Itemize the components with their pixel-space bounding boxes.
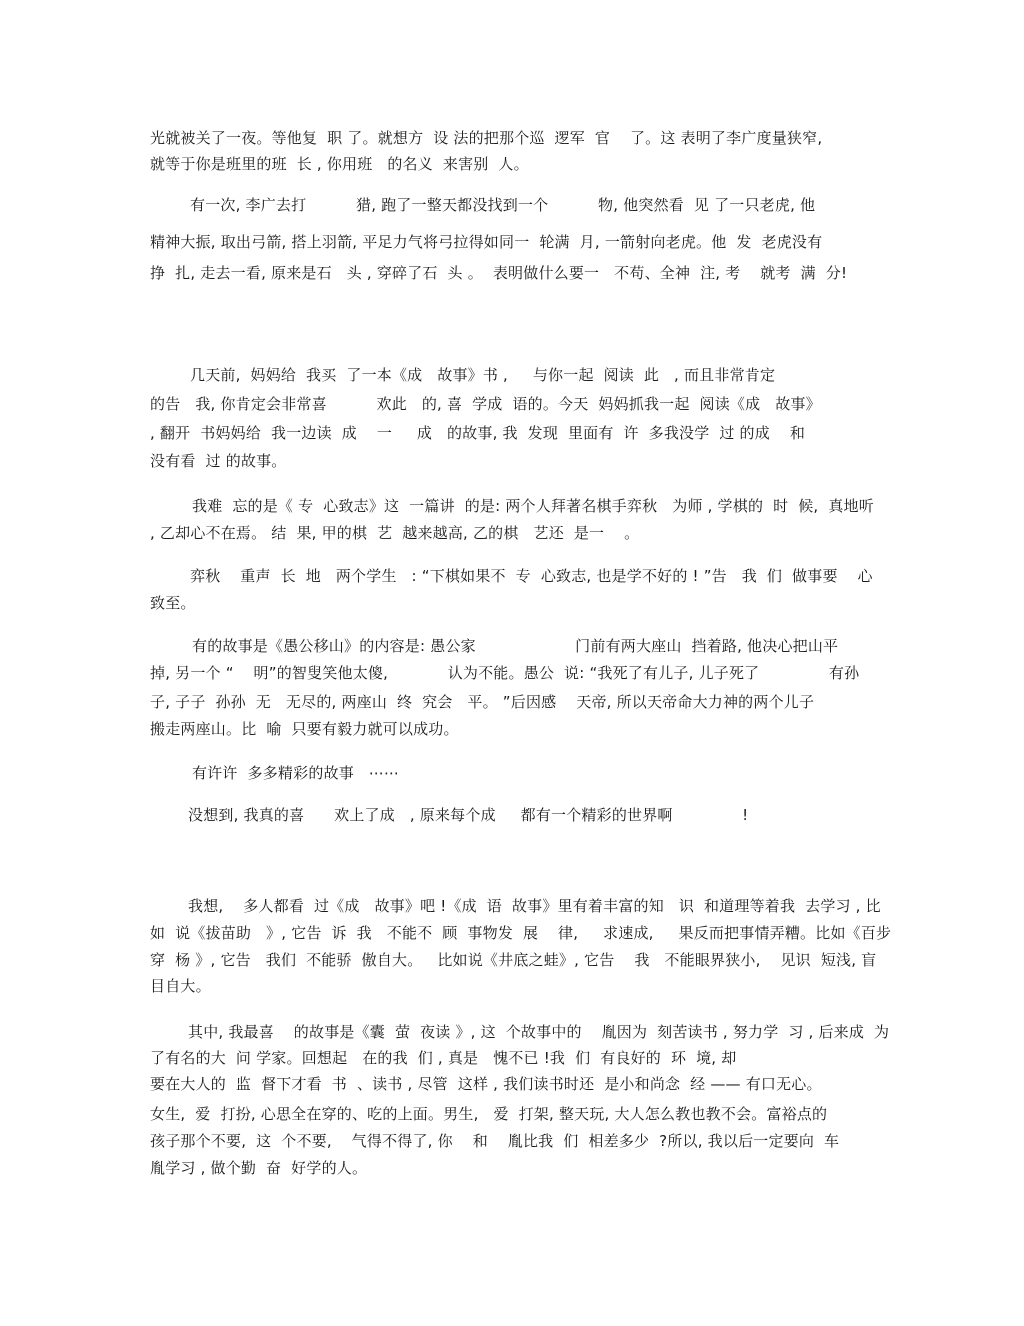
text-line: 精神大振, 取出弓箭, 搭上羽箭, 平足力气将弓拉得如同一 轮满 月, 一箭射向老虎。他 发 老虎没有 bbox=[150, 233, 823, 251]
text-line: 胤学习 , 做个勤 奋 好学的人。 bbox=[150, 1159, 368, 1177]
text-line: 没想到, 我真的喜 欢上了成 , 原来每个成 都有一个精彩的世界啊 ! bbox=[188, 806, 749, 824]
text-line: 搬走两座山。比 喻 只要有毅力就可以成功。 bbox=[150, 720, 459, 738]
text-line: 有的故事是《愚公移山》的内容是: 愚公家 门前有两大座山 挡着路, 他决心把山平 bbox=[192, 637, 839, 655]
text-line: 致至。 bbox=[150, 594, 196, 612]
text-line: 子, 子子 孙孙 无 无尽的, 两座山 终 究会 平。 ”后因感 天帝, 所以天帝命大力神的两个儿子 bbox=[150, 693, 815, 711]
text-line: 有一次, 李广去打 猎, 跑了一整天都没找到一个 物, 他突然看 见 了一只老虎, 他 bbox=[190, 196, 816, 214]
text-line: 光就被关了一夜。等他复 职 了。就想方 设 法的把那个巡 逻军 官 了。这 表明了李广度量狭窄, bbox=[150, 129, 823, 147]
text-line: , 翻开 书妈妈给 我一边读 成 一 成 的故事, 我 发现 里面有 许 多我没学 过 的成 和 bbox=[150, 424, 806, 442]
text-line: 的告 我, 你肯定会非常喜 欢此 的, 喜 学成 语的。今天 妈妈抓我一起 阅读《成 故事》 bbox=[150, 395, 821, 413]
text-line: 几天前, 妈妈给 我买 了一本《成 故事》书 , 与你一起 阅读 此 , 而且非常肯定 bbox=[190, 366, 776, 384]
text-line: 穿 杨 》, 它告 我们 不能骄 傲自大。 比如说《井底之蛙》, 它告 我 不能眼界狭小, 见识 短浅, 盲 bbox=[150, 951, 877, 969]
text-line: 女生, 爱 打扮, 心思全在穿的、吃的上面。男生, 爱 打架, 整天玩, 大人怎么教也教不会。富裕点的 bbox=[150, 1105, 828, 1123]
text-line: , 乙却心不在焉。 结 果, 甲的棋 艺 越来越高, 乙的棋 艺还 是一 。 bbox=[150, 524, 640, 542]
text-line: 目自大。 bbox=[150, 977, 211, 995]
text-line: 要在大人的 监 督下才看 书 、读书 , 尽管 这样 , 我们读书时还 是小和尚念 经 —— 有口无心。 bbox=[150, 1075, 822, 1093]
text-line: 有许许 多多精彩的故事 ⋯⋯ bbox=[192, 764, 400, 782]
text-line: 了有名的大 问 学家。回想起 在的我 们 , 真是 愧不已 !我 们 有良好的 环 境, 却 bbox=[150, 1049, 737, 1067]
text-line: 掉, 另一个 “ 明”的智叟笑他太傻, 认为不能。愚公 说: “我死了有儿子, 儿子死了 有孙 bbox=[150, 664, 860, 682]
text-line: 挣 扎, 走去一看, 原来是石 头 , 穿碎了石 头 。 表明做什么要一 不苟、全神 注, 考 就考 满 分! bbox=[150, 264, 848, 282]
text-line: 我难 忘的是《 专 心致志》这 一篇讲 的是: 两个人拜著名棋手弈秋 为师 , 学棋的 时 候, 真地听 bbox=[192, 497, 874, 515]
text-line: 孩子那个不要, 这 个不要, 气得不得了, 你 和 胤比我 们 相差多少 ?所以, 我以后一定要向 车 bbox=[150, 1132, 840, 1150]
text-line: 没有看 过 的故事。 bbox=[150, 452, 287, 470]
text-line: 其中, 我最喜 的故事是《囊 萤 夜读 》, 这 个故事中的 胤因为 刻苦读书 , 努力学 习 , 后来成 为 bbox=[188, 1023, 890, 1041]
text-line: 如 说《拔苗助 》, 它告 诉 我 不能不 顾 事物发 展 律, 求速成, 果反而把事情弄糟。比如《百步 bbox=[150, 924, 892, 942]
text-line: 弈秋 重声 长 地 两个学生 : “下棋如果不 专 心致志, 也是学不好的 ! ”告 我 们 做事要 心 bbox=[190, 567, 873, 585]
text-line: 我想, 多人都看 过《成 故事》吧 !《成 语 故事》里有着丰富的知 识 和道理等着我 去学习 , 比 bbox=[188, 897, 881, 915]
text-line: 就等于你是班里的班 长 , 你用班 的名义 来害别 人。 bbox=[150, 155, 529, 173]
